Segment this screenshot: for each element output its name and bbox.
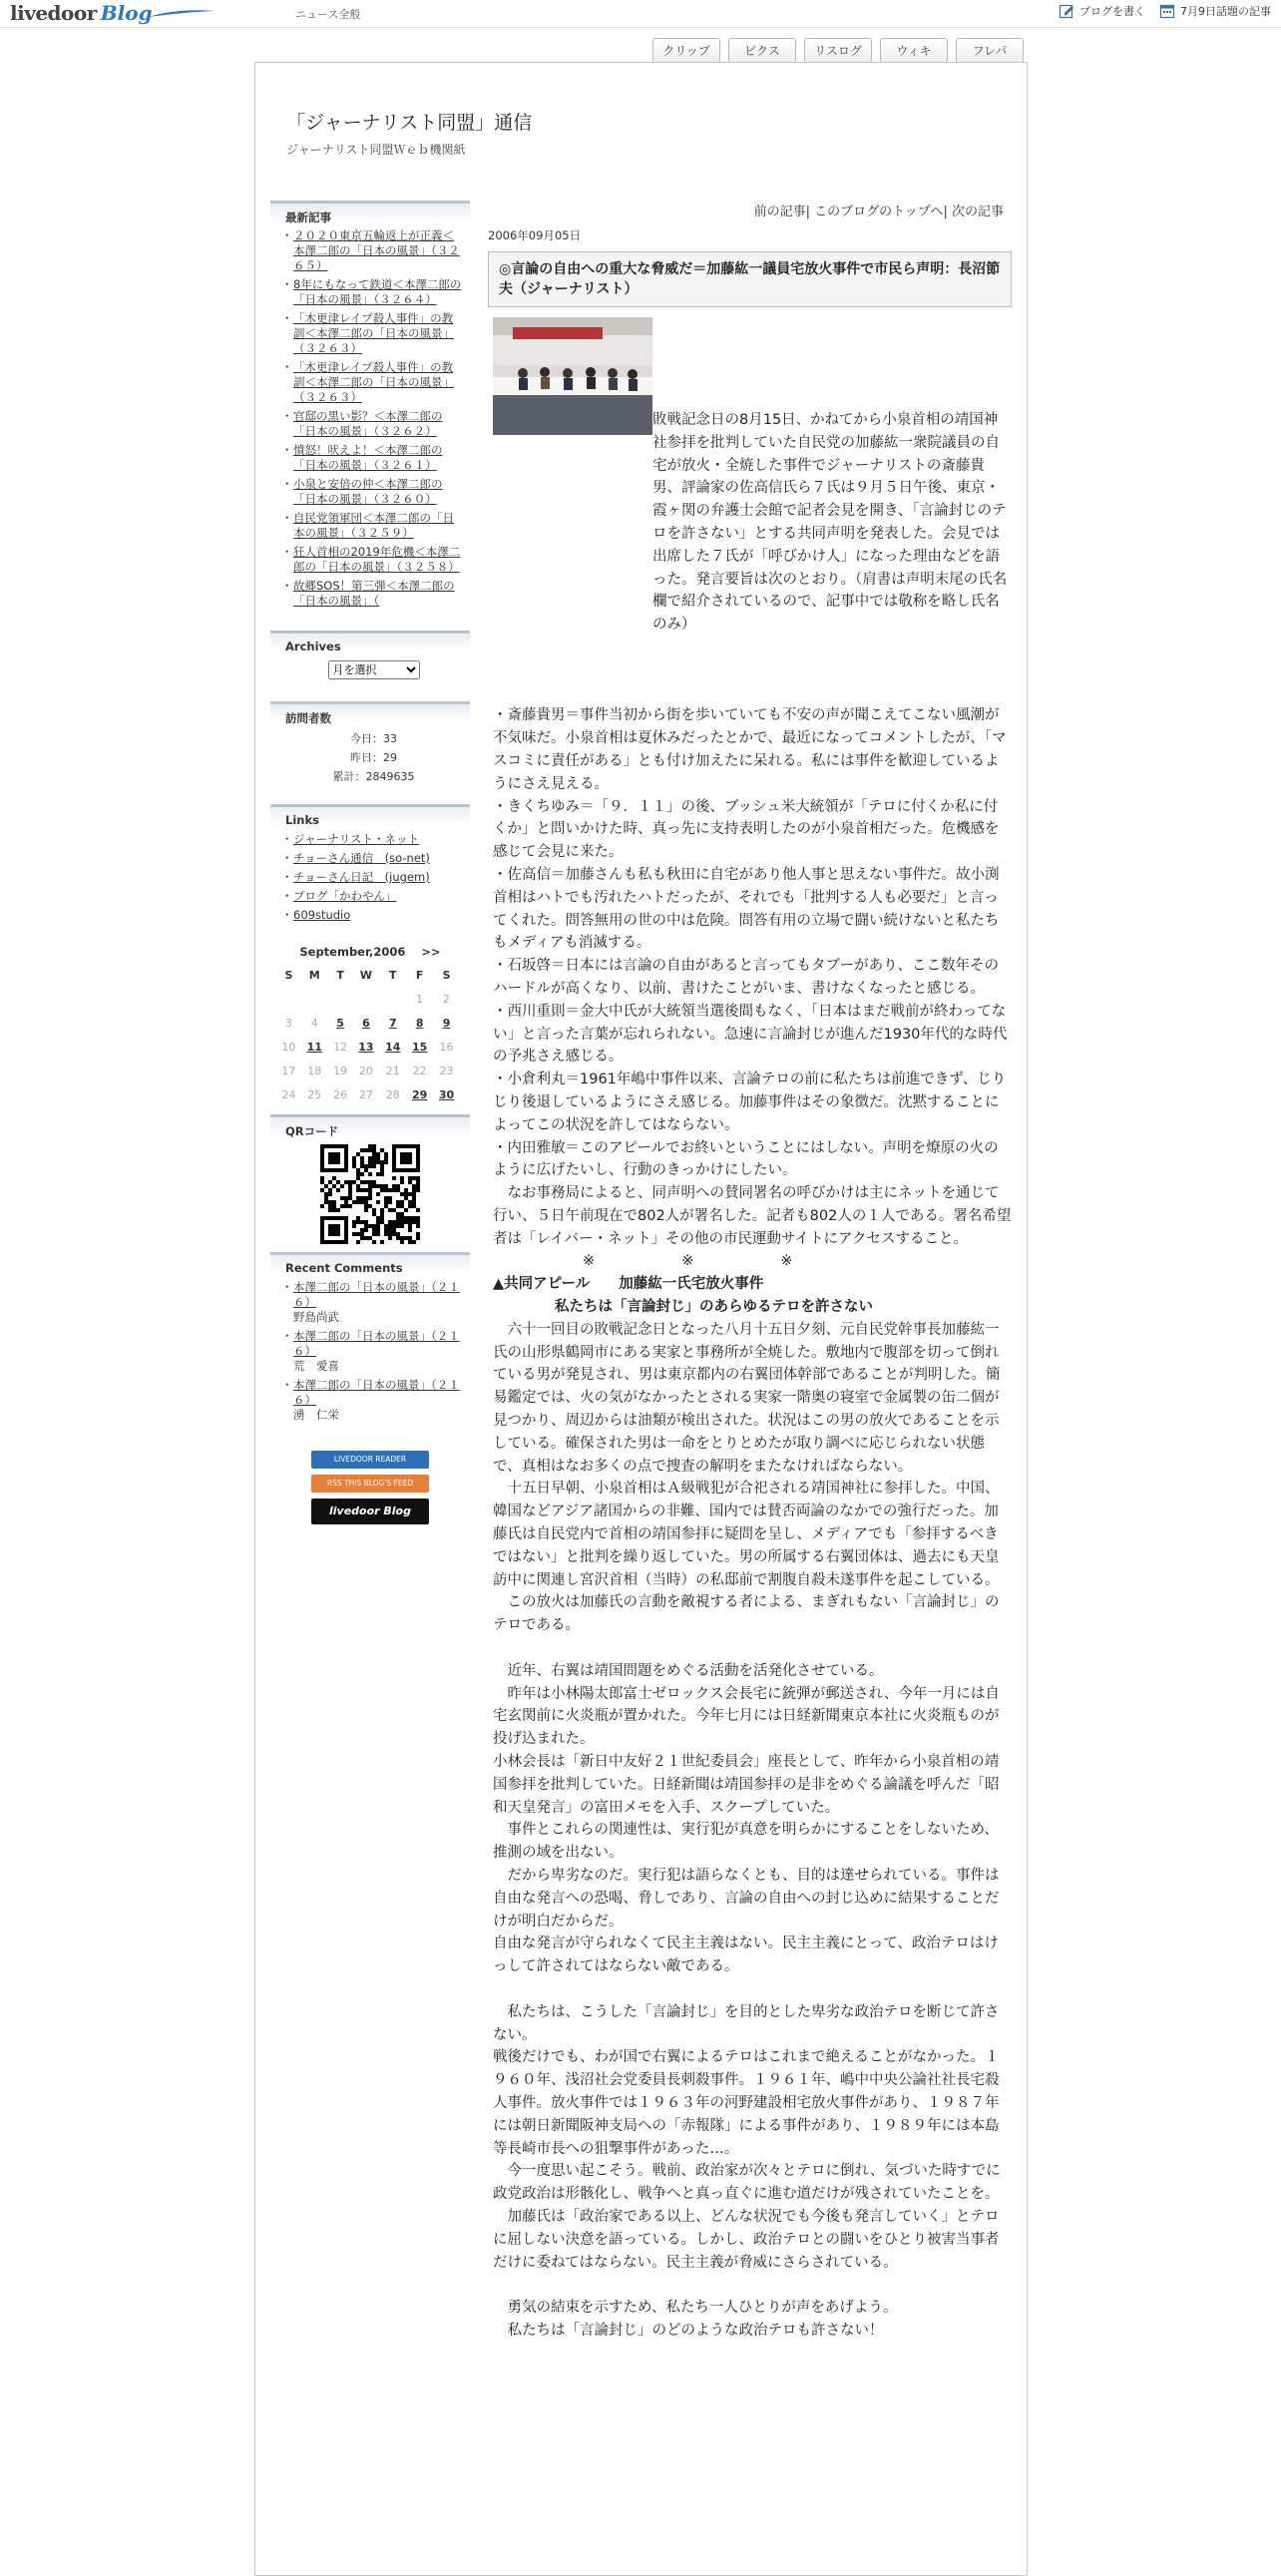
calendar-day: 17 — [281, 1064, 296, 1077]
pencil-icon — [1059, 3, 1074, 19]
archives-box — [270, 631, 470, 693]
statement-paragraph: ・斎藤貴男＝事件当初から街を歩いていても不安の声が聞こえてこない風潮が不気味だ。小泉首相は夏休みだったとかで、最近になってコメントしたが、「マスコミに責任がある」とも付け加えたに呆れる。私には事件を歓迎しているようにさえ見える。 — [493, 707, 1007, 792]
calendar-day[interactable]: 7 — [388, 1016, 397, 1030]
appeal-paragraph: 小林会長は「新日中友好２１世紀委員会」座長として、昨年から小泉首相の靖国参拝を批判していた。日経新聞は靖国参拝の是非をめぐる論議を呼んだ「昭和天皇発言」の富田メモを入手、スクープしていた。 — [493, 1754, 1000, 1816]
trending-link[interactable] — [1159, 3, 1271, 19]
list-item — [285, 545, 462, 575]
appeal-body — [493, 1319, 1012, 2343]
external-link[interactable]: チョーさん通信 (so-net) — [293, 851, 430, 865]
calendar-day[interactable]: 9 — [442, 1016, 451, 1030]
article-lead: 敗戦記念日の8月15日、かねてから小泉首相の靖国神社参拝を批判していた自民党の加藤紘一衆院議員の自宅が放火・全焼した事件でジャーナリストの斎藤貴男、評論家の佐高信氏ら７氏は９月５日午後、東京・霞ヶ関の弁護士会館で記者会見を開き、「言論封じのテロを許さない」とする共同声明を発表した。会見では出席した７氏が「呼びかけ人」になった理由などを語った。発言要旨は次のとおり。（肩書は声明末尾の氏名欄で紹介されているので、記事中では敬称を略し氏名のみ） — [652, 412, 1008, 634]
calendar-header — [270, 945, 470, 959]
recent-article-link[interactable]: 故郷SOS！第三弾＜本澤二郎の「日本の風景」（ — [293, 579, 455, 608]
calendar-day: 25 — [307, 1087, 322, 1101]
visitors-total: 累計：2849635 — [332, 770, 415, 783]
top-bar — [0, 0, 1281, 28]
qr-box — [270, 1114, 470, 1244]
section-divider-marks: ※ ※ ※ — [583, 1253, 793, 1270]
rss-feed-badge[interactable]: RSS THIS BLOG'S FEED — [311, 1475, 429, 1493]
list-item — [285, 1378, 462, 1423]
list-item — [285, 311, 462, 356]
appeal-paragraph: 私たちは、こうした「言論封じ」を目的とした卑劣な政治テロを断じて許さない。 — [493, 2003, 1000, 2043]
links-box — [270, 804, 470, 937]
calendar-day: 19 — [333, 1064, 348, 1077]
calendar-weekday: W — [359, 968, 373, 982]
logo-swoosh-icon — [147, 9, 216, 19]
statement-paragraph: ・石坂啓＝日本には言論の自由があると言ってもタブーがあり、ここ数年そのハードルが高くなり、以前、書けたことがいま、書けなくなったと感じる。 — [493, 958, 1000, 997]
calendar-day[interactable]: 29 — [412, 1087, 428, 1101]
blog-top-link[interactable]: このブログのトップへ — [814, 205, 944, 219]
archives-heading: Archives — [270, 631, 470, 652]
recent-article-link[interactable]: 小泉と安倍の仲＜本澤二郎の「日本の風景」（３２６０） — [293, 477, 443, 506]
calendar-day: 16 — [439, 1040, 454, 1054]
article-date: 2006年09月05日 — [488, 228, 582, 242]
list-item — [285, 579, 462, 609]
calendar-day: 3 — [284, 1016, 292, 1030]
article — [488, 201, 1012, 2343]
prev-article-link[interactable]: 前の記事 — [753, 205, 806, 219]
recent-article-link[interactable]: 憤怒！吠えよ！＜本澤二郎の「日本の風景」（３２６１） — [293, 443, 443, 472]
calendar-weekday: T — [336, 968, 344, 982]
calendar-day: 12 — [333, 1040, 348, 1054]
news-link[interactable]: ニュース全般 — [295, 8, 361, 21]
write-blog-label: ブログを書く — [1079, 5, 1145, 18]
appeal-paragraph: 自由な発言が守られなくて民主主義はない。民主主義にとって、政治テロはけっして許されてはならない敵である。 — [493, 1935, 999, 1975]
list-item — [285, 277, 462, 307]
list-item — [285, 409, 462, 439]
recent-article-link[interactable]: 8年にもなって鉄道＜本澤二郎の「日本の風景」（３２６４） — [293, 277, 462, 306]
comment-article-link[interactable]: 本澤二郎の「日本の風景」（２１６） — [293, 1280, 460, 1309]
calendar-day[interactable]: 11 — [306, 1040, 322, 1054]
appeal-paragraph: 昨年は小林陽太郎富士ゼロックス会長宅に銃弾が郵送され、今年一月には自宅玄関前に火炎瓶が置かれた。今年七月には日経新聞東京本社に火炎瓶ものが投げ込まれた。 — [493, 1685, 1000, 1748]
statement-paragraph: ・内田雅敏＝このアピールでお終いということにはしない。声明を燎原の火のように広げたいし、行動のきっかけにしたい。 — [493, 1139, 999, 1179]
tab-pics[interactable]: ピクス — [728, 38, 796, 62]
qr-code-image — [320, 1144, 420, 1244]
appeal-paragraph: 今一度思い起こそう。戦前、政治家が次々とテロに倒れ、気づいた時すでに政党政治は形骸化し、戦争へと真っ直ぐに進む道だけが残されていたことを。 — [493, 2163, 1001, 2203]
press-conference-photo[interactable] — [493, 317, 652, 435]
recent-article-link[interactable]: 官邸の黒い影？＜本澤二郎の「日本の風景」（３２６２） — [293, 409, 443, 438]
calendar-day[interactable]: 15 — [412, 1040, 428, 1054]
recent-articles-heading: 最新記事 — [270, 201, 470, 222]
trending-label: 7月9日話題の記事 — [1180, 5, 1271, 18]
list-item — [285, 851, 462, 866]
calendar-day[interactable]: 30 — [438, 1087, 455, 1101]
recent-article-link[interactable]: 自民党領軍団＜本澤二郎の「日本の風景」（３２５９） — [293, 511, 454, 540]
appeal-paragraph — [493, 2274, 1012, 2297]
calendar-month: September,2006 — [299, 945, 406, 959]
calendar-table — [276, 963, 460, 1106]
calendar-day[interactable]: 13 — [358, 1040, 374, 1054]
list-item — [285, 1280, 462, 1325]
calendar-day[interactable]: 6 — [362, 1016, 370, 1030]
list-item — [285, 908, 462, 923]
comment-author: 湧 仁栄 — [293, 1408, 339, 1422]
statement-paragraph: ・小倉利丸＝1961年嶋中事件以来、言論テロの前に私たちは前進できず、じりじり後退しているようにさえ感じる。加藤事件はその象徴だ。沈黙することによってこの状況を許してはならない。 — [493, 1072, 1007, 1133]
recent-article-link[interactable]: 「木更津レイプ殺人事件」の教訓＜本澤二郎の「日本の風景」（３２６３） — [293, 360, 454, 404]
list-item — [285, 360, 462, 405]
calendar-day: 24 — [281, 1087, 296, 1101]
calendar-weekday: S — [284, 968, 293, 982]
calendar-day: 21 — [385, 1064, 400, 1077]
blog-title[interactable]: 「ジャーナリスト同盟」通信 — [286, 112, 533, 134]
calendar-day — [353, 987, 380, 1011]
appeal-paragraph: 六十一回目の敗戦記念日となった八月十五日夕刻、元自民党幹事長加藤紘一氏の山形県鶴岡市にある実家と事務所が全焼した。敷地内で腹部を切って倒れている男が発見され、男は東京都内の右翼団体幹部であることが判明した。簡易鑑定では、火の気がなかったとされる実家一階奥の寝室で金属製の缶二個が見つかり、周辺からは油類が検出された。状況はこの男の放火であることを示している。確保された男は一命をとりとめたが取り調べに応じられない状態で、真相はなお多くの点で捜査の解明をまたなければならない。 — [493, 1321, 1001, 1475]
appeal-title: ▲共同アピール 加藤紘一氏宅放火事件 — [493, 1276, 764, 1293]
comment-author: 荒 愛喜 — [293, 1359, 339, 1373]
appeal-paragraph: 十五日早朝、小泉首相はＡ級戦犯が合祀される靖国神社に参拝した。中国、韓国などアジア諸国からの非難、国内では賛否両論のなかでの強行だった。加藤氏は自民党内で首相の靖国参拝に疑問を呈し、メディアでも「参拝するべきではない」と批判を繰り返していた。男の所属する右翼団体は、過去にも天皇訪中に関連し宮沢首相（当時）の私邸前で割腹自殺未遂事件を起こしている。 — [493, 1481, 1000, 1588]
archive-month-select[interactable] — [328, 660, 420, 679]
recent-article-link[interactable]: ２０２０東京五輪返上が正義＜本澤二郎の「日本の風景」（３２６５） — [293, 228, 460, 272]
calendar-weekday: F — [415, 968, 424, 982]
comment-article-link[interactable]: 本澤二郎の「日本の風景」（２１６） — [293, 1329, 460, 1358]
article-body — [488, 409, 1012, 2343]
list-item — [285, 511, 462, 541]
calendar-day[interactable]: 14 — [385, 1040, 401, 1054]
list-item — [285, 870, 462, 885]
external-link[interactable]: ブログ「かわやん」 — [293, 889, 397, 903]
article-nav: 前の記事| このブログのトップへ| 次の記事 — [753, 205, 1004, 219]
calendar-day: 28 — [385, 1087, 400, 1101]
list-item — [285, 228, 462, 273]
appeal-subtitle: 私たちは「言論封じ」のあらゆるテロを許さない — [555, 1299, 873, 1316]
sidebar — [270, 201, 470, 1532]
appeal-paragraph: 戦後だけでも、わが国で右翼によるテロはこれまで絶えることがなかった。１９６０年、浅沼社会党委員長刺殺事件。１９６１年、嶋中中央公論社社長宅殺人事件。放火事件では１９６３年の河野建設相宅放火事件があり、１９８７年には朝日新聞阪神支局への「赤報隊」による事件があり、１９８９年には本島等長崎市長への狙撃事件があった…。 — [493, 2049, 1000, 2157]
recent-article-link[interactable]: 狂人首相の2019年危機＜本澤二郎の「日本の風景」（３２５８） — [293, 545, 461, 574]
statement-paragraph: なお事務局によると、同声明への賛同署名の呼びかけは主にネットを通じて行い、５日午前現在で802人が署名した。記者も802人の１人である。署名希望者は「レイバー・ネット」その他の市民運動サイトにアクセスすること。 — [493, 1185, 1012, 1247]
article-title: ◎言論の自由への重大な脅威だ＝加藤紘一議員宅放火事件で市民ら声明：長沼節夫（ジャーナリスト） — [488, 251, 1012, 307]
logo-blog-text: Blog — [100, 1, 153, 25]
calendar-icon — [1159, 3, 1175, 19]
livedoor-reader-badge[interactable]: LIVEDOOR READER — [311, 1451, 429, 1469]
livedoor-blog-logo[interactable] — [10, 0, 216, 26]
calendar-day: 10 — [281, 1040, 296, 1054]
appeal-paragraph: 私たちは「言論封じ」のどのような政治テロも許さない！ — [493, 2322, 884, 2339]
statement-paragraph: ・きくちゆみ＝「９．１１」の後、ブッシュ米大統領が「テロに付くか私に付くか」と問いかけた時、真っ先に支持表明したのが小泉首相だった。危機感を感じて会見に来た。 — [493, 798, 1000, 861]
calendar-day: 20 — [358, 1064, 373, 1077]
recent-articles-box — [270, 201, 470, 623]
recent-articles-list — [285, 228, 462, 609]
comment-author: 野島尚武 — [293, 1310, 339, 1324]
qr-heading: QRコード — [270, 1114, 470, 1136]
calendar-weekday: M — [308, 968, 320, 982]
visitors-yesterday: 昨日：29 — [350, 751, 397, 764]
recent-comments-list — [285, 1280, 462, 1423]
list-item — [285, 889, 462, 904]
visitors-today: 今日：33 — [350, 732, 397, 745]
service-tabs — [652, 38, 1024, 62]
calendar-day: 23 — [439, 1064, 454, 1077]
appeal-paragraph: 勇気の結束を示すため、私たち一人ひとりが声をあげよう。 — [493, 2300, 898, 2317]
calendar-day: 26 — [333, 1087, 348, 1101]
blog-frame — [254, 62, 1028, 2576]
list-item — [285, 832, 462, 847]
recent-comments-heading: Recent Comments — [270, 1252, 470, 1274]
list-item — [285, 1329, 462, 1374]
calendar-day — [379, 987, 406, 1011]
next-article-link[interactable]: 次の記事 — [951, 205, 1004, 219]
links-list — [285, 832, 462, 923]
appeal-paragraph: 加藤氏は「政治家である以上、どんな状況でも今後も発言していく」とテロに屈しない決意を語っている。しかし、政治テロとの闘いをひとり被害当事者だけに委ねてはならない。民主主義が脅威にさらされている。 — [493, 2208, 1000, 2271]
calendar-day: 4 — [310, 1016, 318, 1030]
appeal-paragraph — [493, 1978, 1012, 2001]
tab-furepa[interactable]: フレパ — [956, 38, 1024, 62]
calendar-day: 1 — [416, 992, 424, 1006]
comment-article-link[interactable]: 本澤二郎の「日本の風景」（２１６） — [293, 1378, 460, 1407]
appeal-paragraph — [493, 1637, 1012, 1660]
calendar-day[interactable]: 8 — [415, 1016, 424, 1030]
external-link[interactable]: チョーさん日記 (jugem) — [293, 870, 430, 884]
top-links — [1059, 3, 1271, 19]
list-item — [285, 477, 462, 507]
calendar-day: 2 — [443, 992, 451, 1006]
links-heading: Links — [270, 804, 470, 826]
calendar-day: 18 — [307, 1064, 322, 1077]
statements-list — [493, 704, 1012, 1250]
visitor-counter-box — [270, 701, 470, 796]
write-blog-link[interactable] — [1059, 3, 1145, 19]
calendar-day: 22 — [412, 1064, 427, 1077]
calendar-weekday: T — [389, 968, 397, 982]
recent-comments-box — [270, 1252, 470, 1524]
press-conference-image — [493, 317, 652, 435]
tab-wiki[interactable]: ウィキ — [880, 38, 948, 62]
livedoor-blog-badge[interactable]: livedoor Blog — [311, 1499, 429, 1524]
logo-livedoor-text: livedoor — [10, 1, 97, 25]
appeal-paragraph: だから卑劣なのだ。実行犯は語らなくとも、目的は達せられている。事件は自由な発言への恐喝、脅しであり、言論の自由への封じ込めに結果することだけが明白だからだ。 — [493, 1868, 1000, 1930]
blog-description: ジャーナリスト同盟Ｗｅｂ機関紙 — [286, 143, 466, 157]
calendar-day[interactable]: 5 — [336, 1016, 344, 1030]
calendar-weekday: S — [442, 968, 451, 982]
external-link[interactable]: ジャーナリスト・ネット — [293, 832, 420, 846]
recent-article-link[interactable]: 「木更津レイプ殺人事件」の教訓＜本澤二郎の「日本の風景」（３２６３） — [293, 311, 454, 355]
calendar-day — [276, 987, 301, 1011]
tab-clip[interactable]: クリップ — [652, 38, 720, 62]
calendar-day — [301, 987, 328, 1011]
calendar-day — [328, 987, 353, 1011]
appeal-paragraph: この放火は加藤氏の言動を敵視する者による、まぎれもない「言論封じ」のテロである。 — [493, 1594, 1000, 1634]
statement-paragraph: ・佐高信＝加藤さんも私も秋田に自宅があり他人事と思えない事件だ。故小渕首相はハトでも汚れたハトだったが、それでも「批判する人も必要だ」と言ってくれた。問答無用の世の中は危険。問答有用の立場で闘い続けないと私たちもメディアも消滅する。 — [493, 866, 1000, 952]
list-item — [285, 443, 462, 473]
calendar-next-link[interactable]: >> — [421, 945, 441, 959]
appeal-paragraph: 近年、右翼は靖国問題をめぐる活動を活発化させている。 — [493, 1662, 884, 1679]
calendar-box — [270, 945, 470, 1106]
tab-rislog[interactable]: リスログ — [804, 38, 872, 62]
statement-paragraph: ・西川重則＝金大中氏が大統領当選後間もなく、「日本はまだ戦前が終わってない」と言った言葉が忘れられない。急速に言論封じが進んだ1930年代的な時代の予兆さえ感じる。 — [493, 1003, 1008, 1066]
external-link[interactable]: 609studio — [293, 908, 351, 922]
visitors-heading: 訪問者数 — [270, 701, 470, 723]
appeal-paragraph: 事件とこれらの関連性は、実行犯が真意を明らかにすることをしないため、推測の域を出ない。 — [493, 1822, 999, 1862]
calendar-day: 27 — [358, 1087, 373, 1101]
